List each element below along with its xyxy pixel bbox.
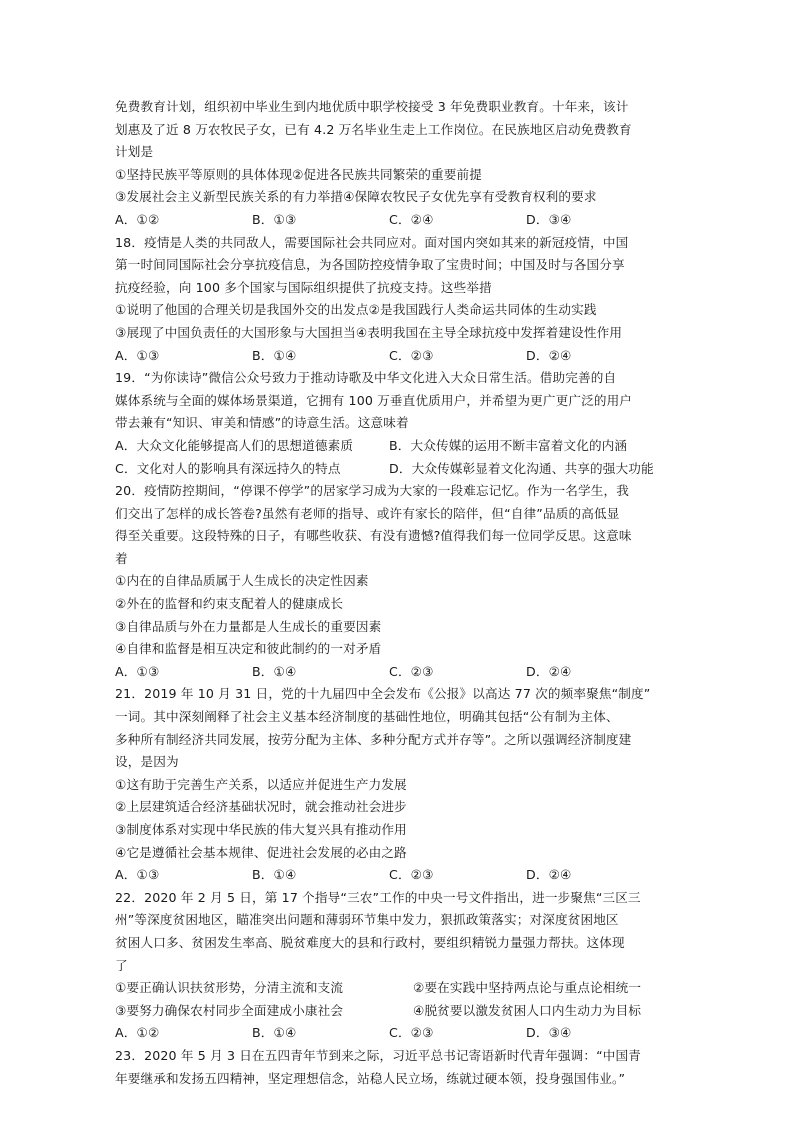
statement-item: ④自律和监督是相互决定和彼此制约的一对矛盾: [115, 641, 382, 657]
statement-items: [115, 1000, 685, 1023]
question-text: 21．2019 年 10 月 31 日，党的十九届四中全会发布《公报》以高达 77 次的频率聚焦“制度”: [115, 686, 651, 702]
answer-options: [115, 1022, 685, 1045]
option-b: B．①④: [252, 867, 297, 883]
statement-item: ①这有助于完善生产关系，以适应并促进生产力发展: [115, 776, 407, 792]
question-19: [115, 367, 685, 480]
option-d: D．③④: [526, 211, 572, 227]
option-d: D．大众传媒彰显着文化沟通、共享的强大功能: [389, 460, 654, 476]
question-text: 设，是因为: [115, 754, 179, 770]
statement-item: ①坚持民族平等原则的具体体现②促进各民族共同繁荣的重要前提: [115, 166, 482, 182]
option-c: C．②④: [389, 211, 434, 227]
statement-item: ②上层建筑适合经济基础状况时，就会推动社会进步: [115, 799, 407, 815]
question-text: 19．“为你读诗”微信公众号致力于推动诗歌及中华文化进入大众日常生活。借助完善的自: [115, 370, 617, 386]
statement-item: ③自律品质与外在力量都是人生成长的重要因素: [115, 618, 382, 634]
question-text: 18．疫情是人类的共同敌人，需要国际社会共同应对。面对国内突如其来的新冠疫情，中国: [115, 234, 629, 250]
answer-options: [115, 435, 685, 458]
option-b: B．大众传媒的运用不断丰富着文化的内涵: [389, 437, 628, 453]
statement-item: ①说明了他国的合理关切是我国外交的出发点②是我国践行人类命运共同体的生动实践: [115, 302, 597, 318]
option-a: A．①③: [115, 663, 160, 679]
option-d: D．②④: [526, 867, 572, 883]
option-a: A．①②: [115, 1025, 160, 1041]
answer-options: [115, 661, 685, 684]
question-text: 带去兼有“知识、审美和情感”的诗意生活。这意味着: [115, 415, 409, 431]
option-a: A．①③: [115, 347, 160, 363]
question-18: [115, 232, 685, 368]
question-17: [115, 96, 685, 232]
answer-options: [115, 209, 685, 232]
question-text: 得至关重要。这段特殊的日子，有哪些收获、有没有遗憾?值得我们每一位同学反思。这意味: [115, 528, 632, 544]
option-b: B．①④: [252, 1025, 297, 1041]
option-a: A．①③: [115, 867, 160, 883]
question-text: 划惠及了近 8 万农牧民子女，已有 4.2 万名毕业生走上工作岗位。在民族地区启动免费教育: [115, 121, 632, 137]
question-text: 媒体系统与全面的媒体场景渠道，它拥有 100 万垂直优质用户，并希望为更广更广泛的用户: [115, 392, 633, 408]
statement-items: [115, 977, 685, 1000]
statement-item: ④它是遵循社会基本规律、促进社会发展的必由之路: [115, 844, 407, 860]
statement-item: ①要正确认识扶贫形势，分清主流和支流: [115, 980, 344, 996]
option-b: B．①④: [252, 347, 297, 363]
option-b: B．①③: [252, 211, 297, 227]
option-c: C．②③: [389, 867, 434, 883]
question-text: 多种所有制经济共同发展，按劳分配为主体、多种分配方式并存等”。之所以强调经济制度建: [115, 731, 632, 747]
exam-page: [115, 96, 685, 1090]
question-text: 了: [115, 957, 128, 973]
option-c: C．②③: [389, 347, 434, 363]
option-b: B．①④: [252, 663, 297, 679]
option-d: D．②④: [526, 663, 572, 679]
question-text: 着: [115, 550, 128, 566]
option-a: A．大众文化能够提高人们的思想道德素质: [115, 437, 354, 453]
statement-item: ③制度体系对实现中华民族的伟大复兴具有推动作用: [115, 822, 407, 837]
question-text: 20．疫情防控期间，“停课不停学”的居家学习成为大家的一段难忘记忆。作为一名学生，我: [115, 483, 629, 499]
question-23: [115, 1045, 685, 1090]
question-text: 计划是: [115, 144, 154, 160]
question-text: 们交出了怎样的成长答卷?虽然有老师的指导、或许有家长的陪伴，但“自律”品质的高低显: [115, 505, 620, 521]
option-c: C．②③: [389, 1025, 434, 1041]
question-22: [115, 887, 685, 1045]
statement-item: ③发展社会主义新型民族关系的有力举措④保障农牧民子女优先享有受教育权利的要求: [115, 189, 597, 205]
statement-item: ②要在实践中坚持两点论与重点论相统一: [413, 980, 642, 996]
statement-item: ①内在的自律品质属于人生成长的决定性因素: [115, 573, 369, 589]
question-20: [115, 480, 685, 683]
option-d: D．③④: [526, 1025, 572, 1041]
statement-item: ③要努力确保农村同步全面建成小康社会: [115, 1002, 344, 1018]
answer-options: [115, 345, 685, 368]
option-c: C．②③: [389, 663, 434, 679]
question-text: 22．2020 年 2 月 5 日，第 17 个指导“三农”工作的中央一号文件指出，进一步聚焦“三区三: [115, 889, 641, 905]
question-text: 一词。其中深刻阐释了社会主义基本经济制度的基础性地位，明确其包括“公有制为主体、: [115, 709, 619, 725]
question-text: 年要继承和发扬五四精神，坚定理想信念，站稳人民立场，练就过硬本领，投身强国伟业。”: [115, 1070, 626, 1086]
option-c: C．文化对人的影响具有深远持久的特点: [115, 460, 341, 476]
question-text: 贫困人口多、贫困发生率高、脱贫难度大的县和行政村，要组织精锐力量强力帮扶。这体现: [115, 934, 625, 950]
statement-item: ②外在的监督和约束支配着人的健康成长: [115, 596, 344, 612]
question-21: [115, 683, 685, 886]
answer-options: [115, 458, 685, 481]
statement-item: ③展现了中国负责任的大国形象与大国担当④表明我国在主导全球抗疫中发挥着建设性作用: [115, 324, 623, 340]
question-text: 抗疫经验，向 100 多个国家与国际组织提供了抗疫支持。这些举措: [115, 279, 492, 295]
question-text: 免费教育计划，组织初中毕业生到内地优质中职学校接受 3 年免费职业教育。十年来，该计: [115, 99, 629, 114]
question-text: 州”等深度贫困地区，瞄准突出问题和薄弱环节集中发力，狠抓政策落实；对深度贫困地区: [115, 912, 619, 928]
statement-item: ④脱贫要以激发贫困人口内生动力为目标: [413, 1002, 642, 1018]
question-text: 23．2020 年 5 月 3 日在五四青年节到来之际，习近平总书记寄语新时代青年强调：“中国青: [115, 1047, 642, 1063]
option-d: D．②④: [526, 347, 572, 363]
question-text: 第一时间同国际社会分享抗疫信息，为各国防控疫情争取了宝贵时间；中国及时与各国分享: [115, 257, 625, 273]
answer-options: [115, 864, 685, 887]
option-a: A．①②: [115, 211, 160, 227]
